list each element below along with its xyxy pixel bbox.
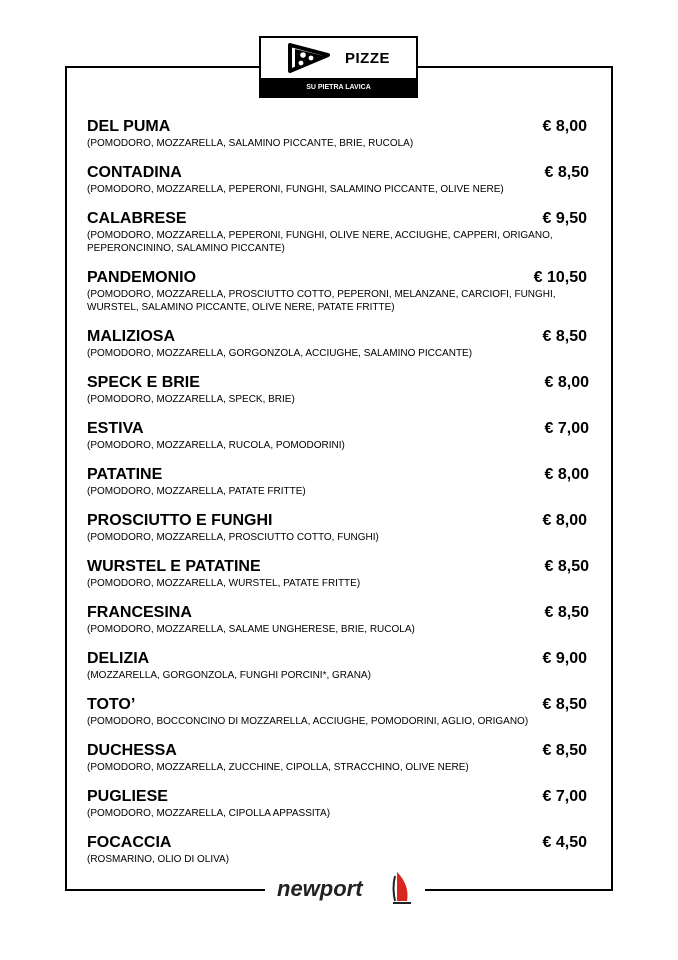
item-name: PATATINE (87, 466, 163, 483)
menu-item (87, 742, 589, 774)
item-description: (POMODORO, MOZZARELLA, PROSCIUTTO COTTO, PEPERONI, MELANZANE, CARCIOFI, FUNGHI, WURSTEL, SALAMINO PICCANTE, OLIVE NERE, PATATE FRITTE) (87, 289, 556, 313)
item-price: € 8,50 (542, 328, 587, 345)
item-price: € 8,50 (544, 604, 589, 621)
item-description: (POMODORO, MOZZARELLA, SALAME UNGHERESE, BRIE, RUCOLA) (87, 624, 415, 635)
item-description: (POMODORO, MOZZARELLA, ZUCCHINE, CIPOLLA, STRACCHINO, OLIVE NERE) (87, 762, 469, 773)
menu-item (87, 420, 589, 452)
item-name: WURSTEL E PATATINE (87, 558, 261, 575)
menu-item (87, 558, 589, 590)
menu-item (87, 118, 589, 150)
item-name: ESTIVA (87, 420, 144, 437)
item-name: CALABRESE (87, 210, 187, 227)
menu-item (87, 328, 589, 360)
item-price: € 8,00 (542, 118, 587, 135)
menu-item (87, 834, 589, 866)
menu-header (259, 36, 418, 98)
item-description: (POMODORO, MOZZARELLA, PEPERONI, FUNGHI, OLIVE NERE, ACCIUGHE, CAPPERI, ORIGANO, PEPERONCININO, SALAMINO PICCANTE) (87, 230, 553, 254)
item-description: (MOZZARELLA, GORGONZOLA, FUNGHI PORCINI*, GRANA) (87, 670, 371, 681)
item-description: (POMODORO, BOCCONCINO DI MOZZARELLA, ACCIUGHE, POMODORINI, AGLIO, ORIGANO) (87, 716, 529, 727)
item-description: (POMODORO, MOZZARELLA, PEPERONI, FUNGHI, SALAMINO PICCANTE, OLIVE NERE) (87, 184, 504, 195)
menu-item (87, 696, 589, 728)
item-name: TOTO’ (87, 696, 136, 713)
item-description: (POMODORO, MOZZARELLA, PATATE FRITTE) (87, 486, 306, 497)
item-name: CONTADINA (87, 164, 182, 181)
item-price: € 8,50 (544, 558, 589, 575)
menu-list (87, 118, 589, 866)
menu-item (87, 466, 589, 498)
pizza-slice-icon (287, 42, 331, 74)
item-description: (POMODORO, MOZZARELLA, SALAMINO PICCANTE, BRIE, RUCOLA) (87, 138, 414, 149)
item-price: € 7,00 (542, 788, 587, 805)
item-description: (POMODORO, MOZZARELLA, RUCOLA, POMODORINI) (87, 440, 345, 451)
item-name: PUGLIESE (87, 788, 168, 805)
item-price: € 8,00 (542, 512, 587, 529)
brand-logo (265, 866, 425, 916)
sailboat-icon (391, 870, 417, 906)
menu-item (87, 650, 589, 682)
section-subtitle: SU PIETRA LAVICA (261, 78, 416, 96)
item-price: € 8,00 (544, 466, 589, 483)
item-name: FRANCESINA (87, 604, 192, 621)
item-description: (POMODORO, MOZZARELLA, GORGONZOLA, ACCIUGHE, SALAMINO PICCANTE) (87, 348, 473, 359)
menu-item (87, 374, 589, 406)
menu-item (87, 164, 589, 196)
item-price: € 8,00 (544, 374, 589, 391)
item-description: (POMODORO, MOZZARELLA, SPECK, BRIE) (87, 394, 295, 405)
item-price: € 8,50 (542, 742, 587, 759)
item-name: PANDEMONIO (87, 269, 197, 286)
section-title: PIZZE (344, 49, 390, 67)
item-name: DUCHESSA (87, 742, 177, 759)
item-price: € 8,50 (544, 164, 589, 181)
brand-name: newport (277, 876, 363, 901)
menu-item (87, 269, 589, 314)
menu-item (87, 210, 589, 255)
item-name: SPECK E BRIE (87, 374, 200, 391)
item-name: PROSCIUTTO E FUNGHI (87, 512, 273, 529)
item-price: € 8,50 (542, 696, 587, 713)
item-name: FOCACCIA (87, 834, 172, 851)
menu-item (87, 788, 589, 820)
item-price: € 10,50 (533, 269, 587, 286)
item-description: (POMODORO, MOZZARELLA, CIPOLLA APPASSITA) (87, 808, 331, 819)
item-price: € 9,50 (542, 210, 587, 227)
item-name: MALIZIOSA (87, 328, 175, 345)
menu-item (87, 604, 589, 636)
item-description: (POMODORO, MOZZARELLA, PROSCIUTTO COTTO, FUNGHI) (87, 532, 379, 543)
item-description: (POMODORO, MOZZARELLA, WURSTEL, PATATE FRITTE) (87, 578, 361, 589)
item-name: DELIZIA (87, 650, 150, 667)
menu-item (87, 512, 589, 544)
item-price: € 4,50 (542, 834, 587, 851)
item-name: DEL PUMA (87, 118, 171, 135)
item-price: € 9,00 (542, 650, 587, 667)
item-description: (ROSMARINO, OLIO DI OLIVA) (87, 854, 230, 865)
item-price: € 7,00 (544, 420, 589, 437)
